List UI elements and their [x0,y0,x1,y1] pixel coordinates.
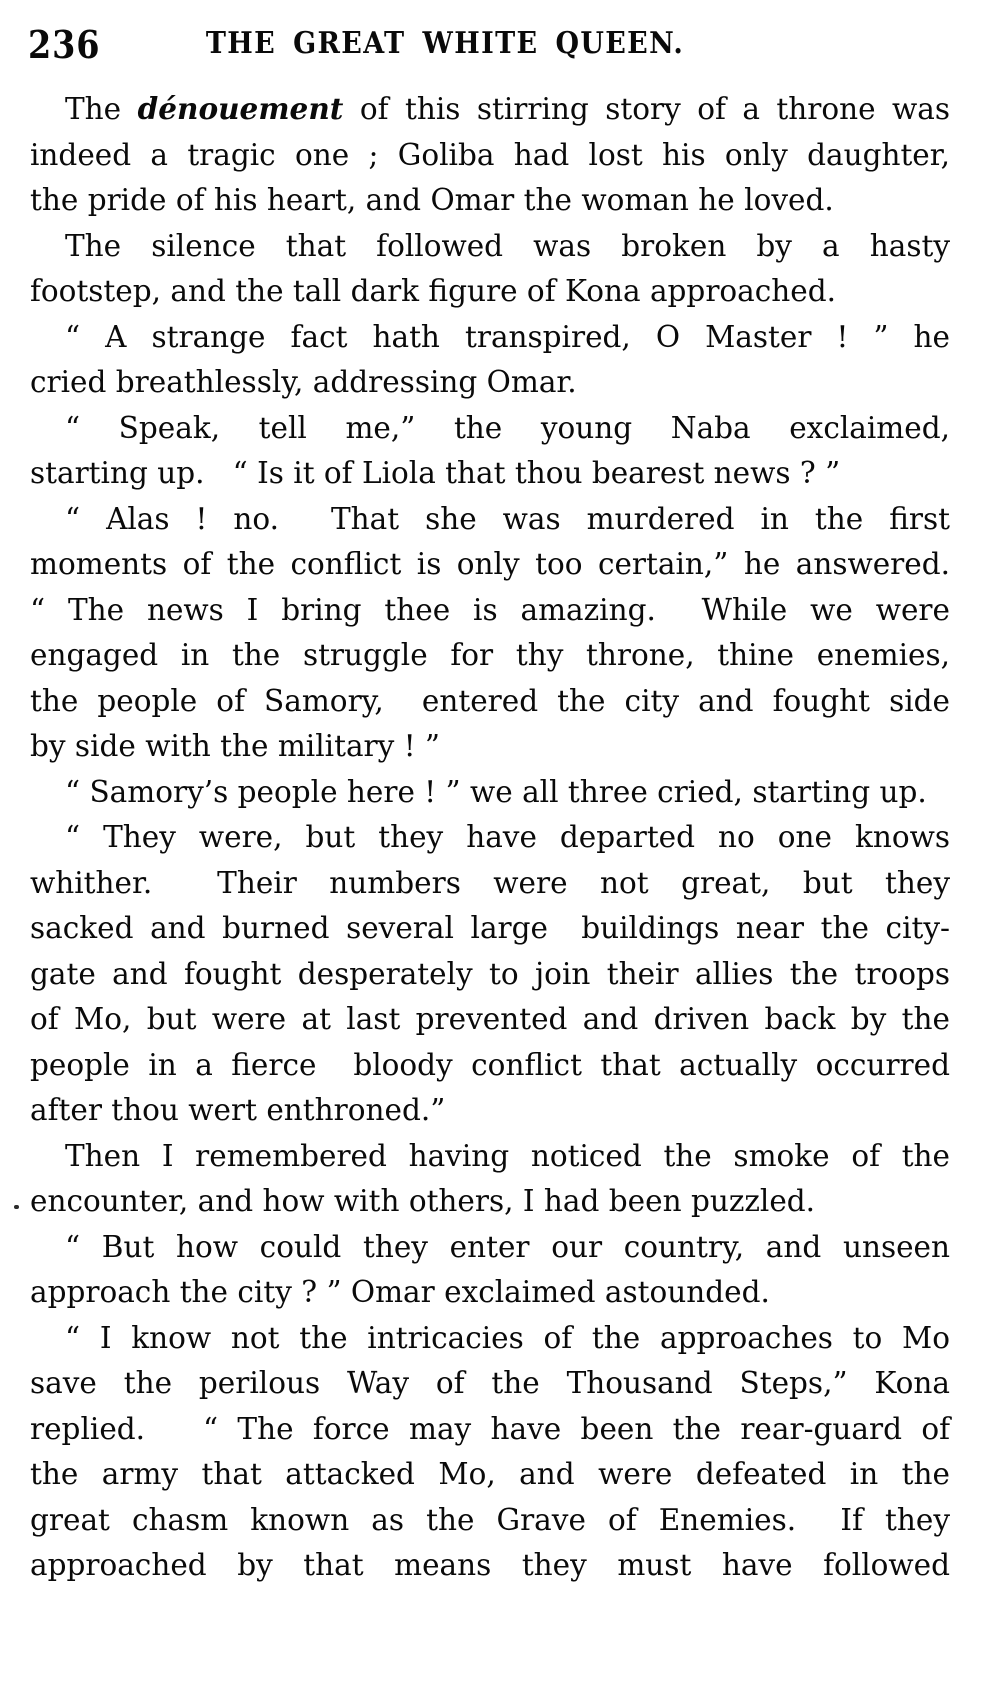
page-number: 236 [28,22,101,67]
text-line: sacked and burned several large buildings near the city- [30,911,950,945]
paragraph [30,86,950,224]
text-line: replied. “ The force may have been the rear-guard of [30,1411,950,1446]
text-line: footstep, and the tall dark figure of Kona approached. [30,274,837,308]
text-line: “ Alas ! no. That she was murdered in the first [65,501,950,536]
paragraph [30,315,950,406]
text-line: gate and fought desperately to join their allies the troops [30,956,950,991]
text-line: the people of Samory, entered the city and fought side [30,683,950,718]
paragraph [30,770,950,816]
paragraph [30,815,950,1134]
text-line: by side with the military ! ” [30,729,441,763]
text-line [30,86,950,133]
text-line: approached by that means they must have followed [30,1548,950,1582]
text-line: whither. Their numbers were not great, but they [30,865,950,900]
text-line: encounter, and how with others, I had been puzzled. [30,1184,816,1218]
text-line: “ I know not the intricacies of the approaches to Mo [65,1320,950,1355]
paragraph [30,497,950,770]
text-line: “ They were, but they have departed no one knows [65,820,950,854]
text-line: “ The news I bring thee is amazing. While we were [30,592,950,627]
text-line: engaged in the struggle for thy throne, thine enemies, [30,638,950,672]
text-line: the army that attacked Mo, and were defeated in the [30,1457,950,1491]
emphasis-word: dénouement [137,91,344,126]
paragraph [30,224,950,315]
text-line: Then I remembered having noticed the smoke of the [65,1138,950,1173]
text-line: moments of the conflict is only too certain,” he answered. [30,547,950,581]
text-line: “ Speak, tell me,” the young Naba exclaimed, [65,410,950,445]
paragraph [30,1316,950,1589]
paragraph [30,1225,950,1316]
text-segment: of this stirring story of a throne was [343,92,951,126]
scan-speck [14,1205,19,1209]
text-line: after thou wert enthroned.” [30,1093,446,1127]
running-header-title: THE GREAT WHITE QUEEN. [205,26,685,61]
text-line: “ But how could they enter our country, and unseen [65,1229,950,1264]
text-line: great chasm known as the Grave of Enemies. If they [30,1502,950,1537]
text-line: “ Samory’s people here ! ” we all three cried, starting up. [65,774,927,809]
text-line: approach the city ? ” Omar exclaimed astounded. [30,1275,770,1309]
text-line: starting up. “ Is it of Liola that thou bearest news ? ” [30,456,841,490]
text-segment: The [65,92,138,126]
paragraph [30,1134,950,1225]
text-line: people in a fierce bloody conflict that actually occurred [30,1047,950,1082]
text-line: of Mo, but were at last prevented and driven back by the [30,1002,950,1036]
text-line: indeed a tragic one ; Goliba had lost his only daughter, [30,137,950,172]
paragraph [30,406,950,497]
text-line: The silence that followed was broken by a hasty [65,228,950,263]
text-line: save the perilous Way of the Thousand Steps,” Kona [30,1366,950,1400]
page-text-block [30,86,950,1589]
text-line: “ A strange fact hath transpired, O Master ! ” he [65,319,950,354]
text-line: cried breathlessly, addressing Omar. [30,365,577,399]
text-line: the pride of his heart, and Omar the woman he loved. [30,183,834,217]
